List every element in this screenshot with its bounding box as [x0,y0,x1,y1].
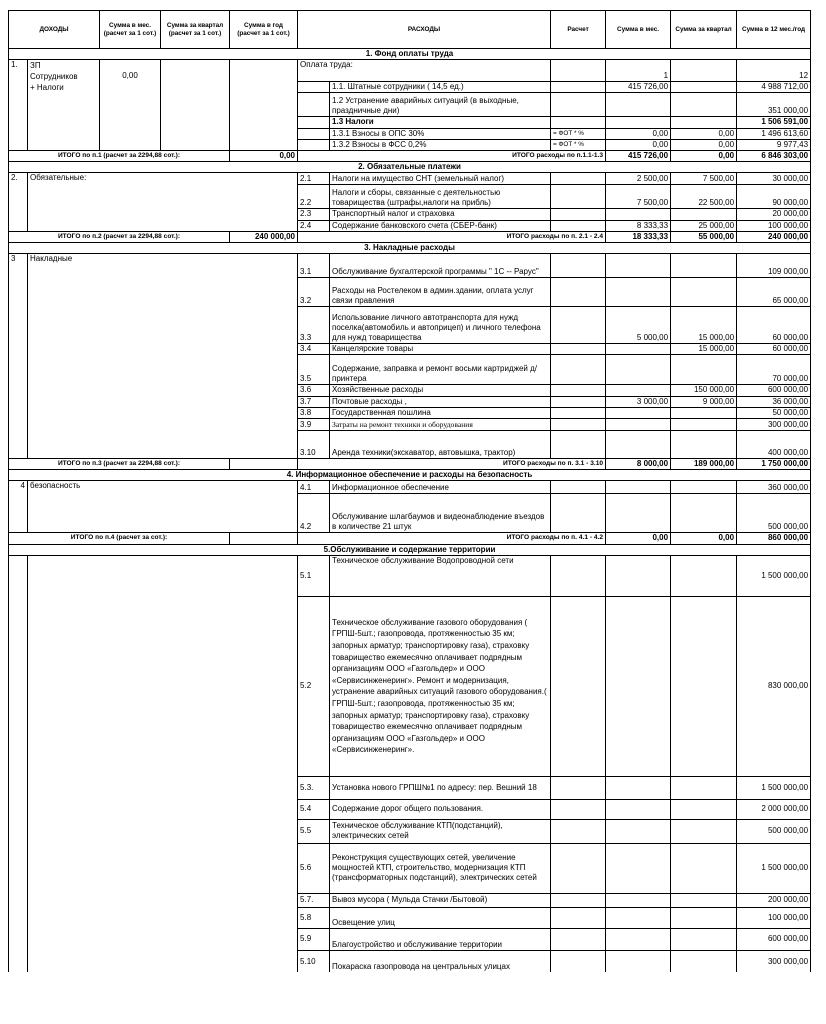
header-exp-month: Сумма в мес. [606,11,671,49]
expense-name: Освещение улиц [330,907,551,928]
expense-month [606,431,671,459]
expense-name: Затраты на ремонт техники и оборудования [330,419,551,431]
expense-calc [551,819,606,843]
total-year: 1 750 000,00 [737,459,811,470]
income-label: Обязательные: [28,173,298,231]
expense-name: Вывоз мусора ( Мульда Стачки /Бытовой) [330,893,551,907]
expense-number: 3.9 [298,419,330,431]
expense-month: 2 500,00 [606,173,671,185]
expense-calc [551,776,606,799]
expense-month [606,907,671,928]
expense-month: 0,00 [606,139,671,150]
expense-calc [551,254,606,278]
expense-month: 0,00 [606,128,671,139]
expense-month: 8 333,33 [606,220,671,231]
header-month-col: Сумма в мес. (расчет за 1 сот.) [100,11,161,49]
expense-month [606,209,671,220]
expense-calc [551,278,606,307]
expense-quarter [671,82,737,93]
header-exp-year: Сумма в 12 мес./год [737,11,811,49]
total-expense-label: ИТОГО расходы по п. 4.1 - 4.2 [298,533,606,544]
expense-calc [551,185,606,209]
expense-calc [551,82,606,93]
expense-quarter [671,278,737,307]
expense-quarter [671,355,737,385]
expense-name: Содержание, заправка и ремонт восьми картриджей д/принтера [330,355,551,385]
expense-name: Обслуживание бухгалтерской программы " 1С -- Рарус" [330,254,551,278]
section-title: 2. Обязательные платежи [9,162,811,173]
expense-calc: = ФОТ * % [551,128,606,139]
expense-month [606,355,671,385]
expense-number: 5.4 [298,799,330,819]
total-income-label: ИТОГО по п.3 (расчет за 2294,88 сот.): [9,459,230,470]
expense-name: 1.3.2 Взносы в ФСС 0,2% [330,139,551,150]
income-number [9,555,28,972]
expense-calc [551,907,606,928]
expense-name: Государственная пошлина [330,407,551,418]
expense-year: 200 000,00 [737,893,811,907]
income-label: безопасность [28,481,298,533]
expense-name: Обслуживание шлагбаумов и видеонаблюдение въездов в количестве 21 штук [330,494,551,533]
income-label [28,555,298,972]
expense-name: Покараска газопровода на центральных улицах [330,950,551,972]
expense-year: 1 496 613,60 [737,128,811,139]
expense-month [606,117,671,128]
total-year: 6 846 303,00 [737,151,811,162]
expense-quarter [671,209,737,220]
expense-month: 5 000,00 [606,307,671,344]
expense-quarter [671,928,737,950]
expense-year: 830 000,00 [737,596,811,776]
expense-year: 9 977,43 [737,139,811,150]
expense-year: 100 000,00 [737,907,811,928]
income-line: Сотрудников [30,72,78,82]
expense-month [606,278,671,307]
expense-month [606,481,671,494]
expense-name: Информационное обеспечение [330,481,551,494]
expense-name: Техническое обслуживание газового оборудования ( ГРПШ-5шт.; газопровода, протяженностью 35 км; запорных арматур; транспортировку газа), страховку товарищество ежемесячно оплачивает подрядным организациям ООО «Газгольдер» и ООО «Сервисинженеринг». Ремонт и модернизация, устранение аварийных ситуаций газового оборудования.( ГРПШ-5шт.; газопровода, протяженностью 35 км; запорных арматур; транспортировку газа), страховку товарищество ежемесячно оплачивает подрядным организациям ООО «Газгольдер» и ООО «Сервисинженеринг». [330,596,551,776]
expense-month [606,843,671,893]
expense-year: 60 000,00 [737,307,811,344]
header-expenses: РАСХОДЫ [298,11,551,49]
expense-quarter [671,494,737,533]
expense-quarter [671,843,737,893]
expense-year: 351 000,00 [737,93,811,117]
expense-month: 3 000,00 [606,396,671,407]
income-label [28,60,100,151]
expense-calc [551,928,606,950]
expense-quarter [671,950,737,972]
header-calc: Расчет [551,11,606,49]
expense-name: Благоустройство и обслуживание территории [330,928,551,950]
header-exp-quarter: Сумма за квартал [671,11,737,49]
total-quarter: 0,00 [671,151,737,162]
expense-number: 5.10 [298,950,330,972]
total-month: 8 000,00 [606,459,671,470]
total-income-value [230,533,298,544]
expense-name: Реконструкция существующих сетей, увеличение мощностей КТП, строительство, модернизация КТП (трансформаторных подстанций), электрических сетей [330,843,551,893]
expense-year: 1 506 591,00 [737,117,811,128]
expense-quarter [671,819,737,843]
expense-quarter [671,407,737,418]
expense-year: 300 000,00 [737,419,811,431]
expense-calc [551,843,606,893]
total-row [9,151,811,162]
expense-quarter [671,117,737,128]
expense-quarter: 7 500,00 [671,173,737,185]
expense-number: 5.6 [298,843,330,893]
expense-calc [551,355,606,385]
header-quarter-col: Сумма за квартал (расчет за 1 сот.) [161,11,230,49]
pay-label: Оплата труда: [298,60,551,82]
expense-quarter: 15 000,00 [671,307,737,344]
expense-quarter [671,93,737,117]
expense-calc [551,307,606,344]
expense-year: 109 000,00 [737,254,811,278]
expense-name: Расходы на Ростелеком в админ.здании, оплата услуг связи правления [330,278,551,307]
income-quarter-value [161,60,230,151]
total-year: 240 000,00 [737,231,811,242]
header-income: ДОХОДЫ [9,11,100,49]
expense-month: 7 500,00 [606,185,671,209]
expense-name: Содержание банковского счета (СБЕР-банк) [330,220,551,231]
expense-number [298,82,330,93]
expense-calc [551,596,606,776]
expense-month [606,344,671,355]
expense-year: 30 000,00 [737,173,811,185]
expense-quarter [671,254,737,278]
expense-number [298,117,330,128]
expense-year: 20 000,00 [737,209,811,220]
expense-calc [551,220,606,231]
total-quarter: 55 000,00 [671,231,737,242]
expense-number [298,128,330,139]
expense-month [606,419,671,431]
expense-year: 1 500 000,00 [737,776,811,799]
expense-quarter: 150 000,00 [671,385,737,396]
expense-month [606,893,671,907]
expense-year: 1 500 000,00 [737,555,811,596]
expense-name: 1.1. Штатные сотрудники ( 14,5 ед.) [330,82,551,93]
expense-number: 3.10 [298,431,330,459]
expense-name: Содержание дорог общего пользования. [330,799,551,819]
expense-number: 2.1 [298,173,330,185]
expense-name: Почтовые расходы , [330,396,551,407]
total-row [9,533,811,544]
expense-year: 360 000,00 [737,481,811,494]
expense-month [606,93,671,117]
expense-number: 4.2 [298,494,330,533]
income-number: 3 [9,254,28,459]
expense-month [606,799,671,819]
expense-year: 400 000,00 [737,431,811,459]
expense-month [606,407,671,418]
total-row [9,459,811,470]
expense-month: 415 726,00 [606,82,671,93]
expense-number: 5.7. [298,893,330,907]
total-month: 415 726,00 [606,151,671,162]
expense-number: 5.5 [298,819,330,843]
income-line: + Налоги [30,83,64,93]
expense-calc [551,431,606,459]
expense-name: Транспортный налог и страховка [330,209,551,220]
expense-calc [551,419,606,431]
expense-quarter [671,419,737,431]
income-year-value [230,60,298,151]
expense-name: Канцелярские товары [330,344,551,355]
expense-calc [551,385,606,396]
expense-calc [551,60,606,82]
expense-quarter [671,893,737,907]
expense-calc [551,173,606,185]
budget-table [8,10,811,972]
expense-number: 4.1 [298,481,330,494]
total-income-value: 0,00 [230,151,298,162]
expense-number: 5.3. [298,776,330,799]
expense-number: 3.3 [298,307,330,344]
expense-name: 1.3 Налоги [330,117,551,128]
expense-year: 50 000,00 [737,407,811,418]
section-title: 1. Фонд оплаты труда [9,49,811,60]
expense-calc [551,799,606,819]
total-month: 0,00 [606,533,671,544]
expense-number: 5.1 [298,555,330,596]
total-row [9,231,811,242]
expense-number: 3.5 [298,355,330,385]
expense-year: 500 000,00 [737,819,811,843]
expense-number: 3.8 [298,407,330,418]
expense-number: 5.9 [298,928,330,950]
expense-month [606,385,671,396]
expense-quarter [671,776,737,799]
expense-number: 3.6 [298,385,330,396]
table-header-row [9,11,811,49]
expense-year: 500 000,00 [737,494,811,533]
total-year: 860 000,00 [737,533,811,544]
expense-month [606,494,671,533]
expense-name: Техническое обслуживание Водопроводной сети [330,555,551,596]
expense-number: 3.2 [298,278,330,307]
pay-month: 1 [606,60,671,82]
expense-number: 3.7 [298,396,330,407]
expense-year: 600 000,00 [737,385,811,396]
section-title: 4. Информационное обеспечение и расходы на безопасность [9,470,811,481]
expense-calc: = ФОТ * % [551,139,606,150]
expense-calc [551,93,606,117]
expense-month [606,555,671,596]
expense-month [606,596,671,776]
total-expense-label: ИТОГО расходы по п.1.1-1.3 [298,151,606,162]
income-number: 4 [9,481,28,533]
expense-quarter [671,555,737,596]
expense-quarter [671,799,737,819]
expense-year: 2 000 000,00 [737,799,811,819]
expense-calc [551,117,606,128]
total-month: 18 333,33 [606,231,671,242]
expense-quarter [671,596,737,776]
expense-year: 60 000,00 [737,344,811,355]
expense-quarter: 22 500,00 [671,185,737,209]
expense-calc [551,950,606,972]
total-expense-label: ИТОГО расходы по п. 3.1 - 3.10 [298,459,606,470]
total-income-label: ИТОГО по п.4 (расчет за сот.): [9,533,230,544]
total-expense-label: ИТОГО расходы по п. 2.1 - 2.4 [298,231,606,242]
expense-quarter [671,60,737,82]
pay-year: 12 [737,60,811,82]
expense-quarter [671,431,737,459]
expense-quarter: 9 000,00 [671,396,737,407]
income-label: Накладные [28,254,298,459]
expense-quarter: 25 000,00 [671,220,737,231]
expense-year: 1 500 000,00 [737,843,811,893]
total-quarter: 189 000,00 [671,459,737,470]
total-quarter: 0,00 [671,533,737,544]
expense-year: 70 000,00 [737,355,811,385]
expense-year: 600 000,00 [737,928,811,950]
header-year-col: Сумма в год (расчет за 1 сот.) [230,11,298,49]
expense-name: 1.3.1 Взносы в ОПС 30% [330,128,551,139]
expense-name: 1.2 Устранение аварийных ситуаций (в выходные, праздничные дни) [330,93,551,117]
expense-month [606,254,671,278]
expense-number: 3.1 [298,254,330,278]
expense-year: 90 000,00 [737,185,811,209]
expense-calc [551,407,606,418]
expense-number: 2.4 [298,220,330,231]
section-title: 5.Обслуживание и содержание территории [9,544,811,555]
expense-quarter: 0,00 [671,139,737,150]
expense-calc [551,555,606,596]
expense-year: 36 000,00 [737,396,811,407]
expense-year: 100 000,00 [737,220,811,231]
expense-number: 3.4 [298,344,330,355]
expense-name: Установка нового ГРПШ№1 по адресу: пер. Вешний 18 [330,776,551,799]
expense-calc [551,209,606,220]
expense-calc [551,494,606,533]
section-title: 3. Накладные расходы [9,243,811,254]
expense-number: 5.2 [298,596,330,776]
income-line: ЗП [30,61,41,71]
expense-name: Хозяйственные расходы [330,385,551,396]
expense-calc [551,893,606,907]
expense-calc [551,481,606,494]
income-month-value: 0,00 [100,60,161,151]
expense-year: 65 000,00 [737,278,811,307]
expense-name: Техническое обслуживание КТП(подстанций), электрических сетей [330,819,551,843]
expense-calc [551,344,606,355]
expense-quarter: 0,00 [671,128,737,139]
expense-number [298,93,330,117]
expense-name: Аренда техники(экскаватор, автовышка, трактор) [330,431,551,459]
expense-month [606,776,671,799]
expense-quarter [671,907,737,928]
expense-calc [551,396,606,407]
total-income-label: ИТОГО по п.1 (расчет за 2294,88 сот.): [9,151,230,162]
expense-year: 4 988 712,00 [737,82,811,93]
income-number: 1. [9,60,28,151]
expense-quarter: 15 000,00 [671,344,737,355]
expense-name: Налоги и сборы, связанные с деятельностью товарищества (штрафы,налоги на прибль) [330,185,551,209]
expense-name: Использование личного автотранспорта для нужд поселка(автомобиль и автоприцеп) и личного телефона для нужд товарищества [330,307,551,344]
expense-number: 5.8 [298,907,330,928]
expense-month [606,819,671,843]
total-income-value [230,459,298,470]
expense-month [606,928,671,950]
expense-number: 2.3 [298,209,330,220]
expense-quarter [671,481,737,494]
total-income-label: ИТОГО по п.2 (расчет за 2294,88 сот.): [9,231,230,242]
expense-year: 300 000,00 [737,950,811,972]
expense-number [298,139,330,150]
expense-name: Налоги на имущество СНТ (земельный налог) [330,173,551,185]
total-income-value: 240 000,00 [230,231,298,242]
expense-month [606,950,671,972]
income-number: 2. [9,173,28,231]
expense-number: 2.2 [298,185,330,209]
